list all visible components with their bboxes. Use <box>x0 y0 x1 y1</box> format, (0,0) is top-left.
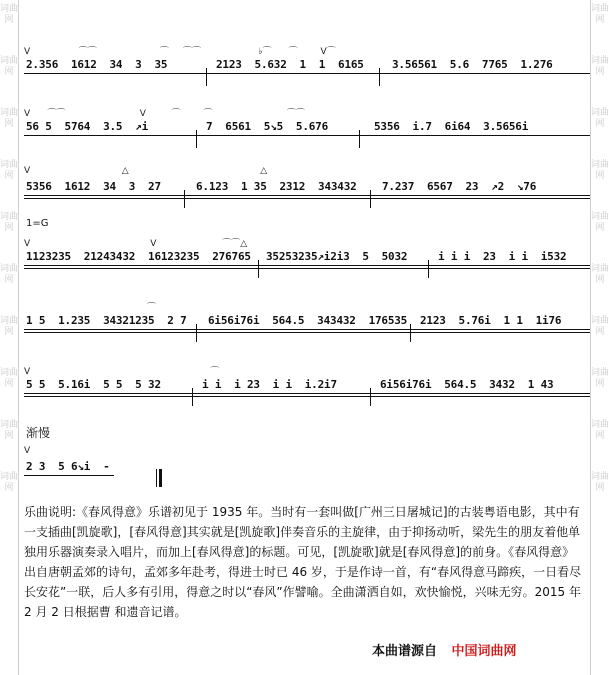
beam-line <box>24 198 590 199</box>
measure: 6.123 1 35 2312 343432 <box>196 180 357 193</box>
beam-line <box>24 195 590 196</box>
articulation-marks: V △ △ <box>24 166 268 176</box>
watermark-text: 词曲网 <box>591 368 609 389</box>
measure: 2123 5.76i 1 1 1i76 <box>420 314 562 327</box>
barline <box>196 130 197 148</box>
barline <box>206 68 207 86</box>
barline <box>258 260 259 278</box>
score-system-3 <box>24 166 590 202</box>
articulation-marks: V ⌒ <box>24 367 220 377</box>
watermark-text: 词曲网 <box>0 212 19 233</box>
measure: 7.237 6567 23 ↗2 ↘76 <box>382 180 537 193</box>
tempo-marking: 渐慢 <box>26 426 51 440</box>
beam-line <box>24 396 590 397</box>
barline <box>370 388 371 406</box>
measure: i i i 23 i i i532 <box>438 250 567 263</box>
score-system-1 <box>24 44 590 80</box>
piece-description <box>24 502 586 622</box>
beam-line <box>24 265 590 266</box>
articulation-marks: V V ⌒⌒△ <box>24 239 248 249</box>
watermark-text: 词曲网 <box>591 472 609 493</box>
beam-line <box>24 393 590 394</box>
description-text: 乐曲说明:《春风得意》乐谱初见于 1935 年。当时有一套叫做[广州三日屠城记]的古装粤语电影，其中有一支插曲[凯旋歌]，[春风得意]其实就是[凯旋歌]伴奏音乐的主旋律，由于抑扬动听，梁先生的朋友着他单独用乐器演奏录入唱片，而加上[春风得意]的标题。可见，[凯旋歌]就是[春风得意]的前身。《春风得意》出自唐朝孟郊的诗句，孟郊多年赴考，得进士时已 46 岁，于是作诗一首，有“春风得意马蹄疾，一日看尽长安花”一联，后人多有引用，得意之时以“春风”作譬喻。全曲潇洒自如，欢快愉悦，兴味无穷。2015 年 2 月 2 日根据曹 和遗音记谱。 <box>24 505 582 619</box>
beam-line <box>24 475 114 476</box>
score-system-5 <box>24 300 590 336</box>
note-row <box>24 58 590 74</box>
barline <box>192 388 193 406</box>
barline <box>184 190 185 208</box>
articulation-marks: V ⌒⌒ V ⌒ ⌒ ⌒⌒ <box>24 109 305 119</box>
beam-line <box>24 73 590 74</box>
watermark-text: 词曲网 <box>591 264 609 285</box>
measure: 1 5 1.235 34321235 2 7 <box>26 314 187 327</box>
source-credit <box>372 640 517 659</box>
measure: 2.356 1612 34 3 35 <box>26 58 168 71</box>
watermark-text: 词曲网 <box>591 212 609 233</box>
measure: 3.56561 5.6 7765 1.276 <box>392 58 553 71</box>
watermark-text: 词曲网 <box>0 368 19 389</box>
note-row <box>24 120 590 136</box>
final-barline <box>156 469 162 487</box>
measure: 5356 1612 34 3 27 <box>26 180 161 193</box>
key-signature: 1=G <box>26 218 49 229</box>
barline <box>428 260 429 278</box>
barline <box>196 324 197 342</box>
measure: 1123235 21243432 16123235 276765 <box>26 250 251 263</box>
watermark-text: 词曲网 <box>0 4 19 25</box>
watermark-left <box>0 0 19 675</box>
beam-line <box>24 135 590 136</box>
measure: 5 5 5.16i 5 5 5 32 <box>26 378 161 391</box>
measure: i i i 23 i i i.2i7 <box>202 378 337 391</box>
measure: 2 3 5 6↘i - <box>26 460 110 473</box>
articulation-marks: V <box>24 446 31 456</box>
watermark-text: 词曲网 <box>0 56 19 77</box>
note-row <box>24 314 590 330</box>
note-row <box>24 460 184 476</box>
measure: 7 6561 5↘5 5.676 <box>206 120 329 133</box>
score-system-7 <box>24 446 590 482</box>
music-score <box>24 0 590 500</box>
score-system-4 <box>24 236 590 272</box>
watermark-text: 词曲网 <box>591 108 609 129</box>
watermark-text: 词曲网 <box>0 420 19 441</box>
barline <box>379 68 380 86</box>
watermark-text: 词曲网 <box>0 316 19 337</box>
score-system-2 <box>24 106 590 142</box>
measure: 35253235↗i2i3 5 5032 <box>266 250 408 263</box>
measure: 6i56i76i 564.5 343432 176535 <box>208 314 408 327</box>
measure: 56 5 5764 3.5 ↗i <box>26 120 149 133</box>
articulation-marks: ⌒ <box>24 303 157 313</box>
source-site-link[interactable]: 中国词曲网 <box>451 644 517 659</box>
measure: 6i56i76i 564.5 3432 1 43 <box>380 378 554 391</box>
watermark-text: 词曲网 <box>591 160 609 181</box>
source-label: 本曲谱源自 <box>372 644 438 659</box>
barline <box>370 190 371 208</box>
watermark-text: 词曲网 <box>0 160 19 181</box>
watermark-text: 词曲网 <box>591 4 609 25</box>
beam-line <box>24 332 590 333</box>
watermark-text: 词曲网 <box>0 264 19 285</box>
watermark-text: 词曲网 <box>591 56 609 77</box>
beam-line <box>24 329 590 330</box>
score-system-6 <box>24 364 590 400</box>
articulation-marks: V ⌒⌒ ⌒ ⌒⌒ ♭⌒ ⌒ V⌒ <box>24 47 336 57</box>
note-row <box>24 378 590 394</box>
watermark-text: 词曲网 <box>591 420 609 441</box>
watermark-text: 词曲网 <box>591 316 609 337</box>
watermark-text: 词曲网 <box>0 108 19 129</box>
watermark-text: 词曲网 <box>0 472 19 493</box>
barline <box>410 324 411 342</box>
barline <box>359 130 360 148</box>
measure: 5356 i.7 6i64 3.5656i <box>374 120 529 133</box>
watermark-right <box>590 0 609 675</box>
note-row <box>24 250 590 266</box>
note-row <box>24 180 590 196</box>
beam-line <box>24 268 590 269</box>
measure: 2123 5.632 1 1 6165 <box>216 58 364 71</box>
